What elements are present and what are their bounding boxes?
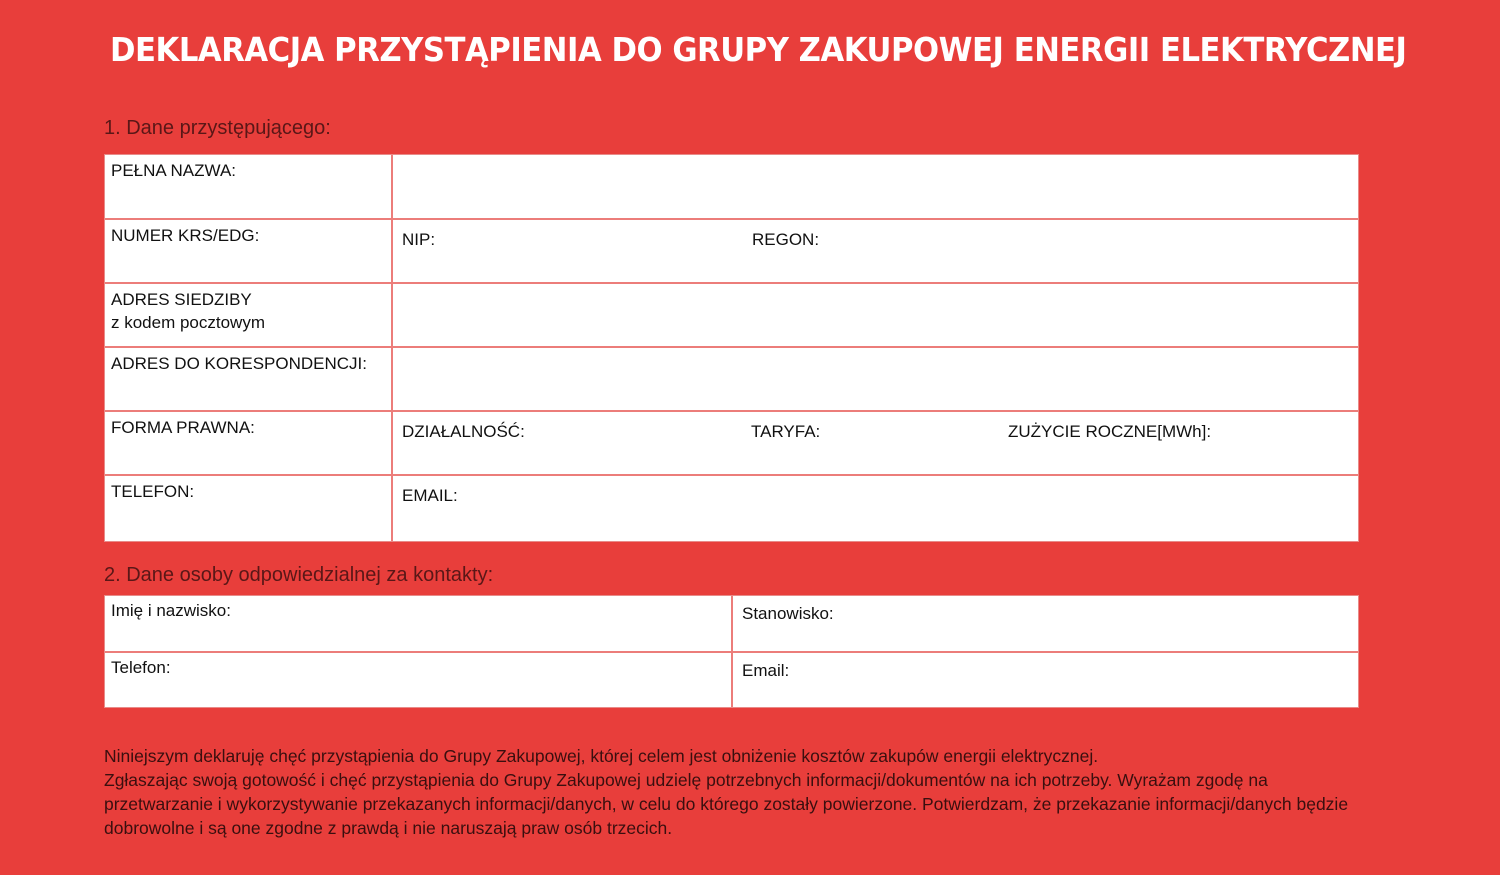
- contact-name-field[interactable]: [105, 624, 729, 651]
- contact-position-field[interactable]: [735, 596, 1358, 651]
- contact-position-label: Stanowisko:: [742, 604, 834, 623]
- divider: [391, 284, 393, 346]
- tariff-field[interactable]: [750, 412, 1005, 474]
- row-phone: [105, 476, 1358, 541]
- divider: [391, 348, 393, 410]
- declaration-text: [104, 744, 1374, 840]
- divider: [391, 220, 393, 282]
- regon-label: REGON:: [752, 230, 820, 249]
- row-full-name: [105, 155, 1358, 220]
- contact-person-form: [104, 595, 1359, 708]
- divider: [731, 653, 733, 707]
- divider: [391, 412, 393, 474]
- tariff-label: TARYFA:: [751, 422, 821, 441]
- declaration-line-2: Zgłaszając swoją gotowość i chęć przystąpienia do Grupy Zakupowej udzielę potrzebnych informacji/dokumentów na ich potrzeby. Wyrażam zgodę na przetwarzanie i wykorzystywanie przekazanych informacji/danych, w celu do którego zostały powierzone. Potwierdzam, że przekazanie informacji/danych będzie dobrowolne i są one zgodne z prawdą i nie naruszają praw osób trzecich.: [104, 770, 1349, 838]
- divider: [391, 476, 393, 541]
- regon-field[interactable]: [750, 220, 1358, 282]
- row-contact-phone: [105, 653, 1358, 707]
- row-correspondence: [105, 348, 1358, 412]
- annual-usage-field[interactable]: [1005, 412, 1358, 474]
- address-field[interactable]: [395, 284, 1358, 346]
- divider: [391, 155, 393, 218]
- address-label-line2: z kodem pocztowym: [111, 313, 265, 332]
- contact-phone-field[interactable]: [105, 681, 729, 707]
- correspondence-field[interactable]: [395, 348, 1358, 410]
- legal-form-label: FORMA PRAWNA:: [111, 418, 255, 437]
- activity-field[interactable]: [395, 412, 745, 474]
- row-legal-form: [105, 412, 1358, 476]
- nip-field[interactable]: [395, 220, 745, 282]
- section-1-heading: 1. Dane przystępującego:: [104, 117, 331, 139]
- phone-field[interactable]: [105, 504, 389, 541]
- page-title: DEKLARACJA PRZYSTĄPIENIA DO GRUPY ZAKUPOWEJ ENERGII ELEKTRYCZNEJ: [110, 30, 1407, 69]
- divider: [731, 596, 733, 651]
- contact-name-label: Imię i nazwisko:: [111, 601, 231, 620]
- email-field[interactable]: [395, 476, 1358, 541]
- krs-label: NUMER KRS/EDG:: [111, 226, 260, 245]
- row-contact-name: [105, 596, 1358, 653]
- applicant-form: [104, 154, 1359, 542]
- contact-email-field[interactable]: [735, 653, 1358, 707]
- activity-label: DZIAŁALNOŚĆ:: [402, 422, 525, 441]
- email-label: EMAIL:: [402, 486, 458, 505]
- correspondence-label: ADRES DO KORESPONDENCJI:: [111, 354, 367, 373]
- legal-form-field[interactable]: [105, 440, 389, 474]
- krs-field[interactable]: [105, 248, 389, 282]
- full-name-label: PEŁNA NAZWA:: [111, 161, 237, 180]
- address-label-line1: ADRES SIEDZIBY: [111, 290, 252, 309]
- contact-phone-label: Telefon:: [111, 658, 171, 677]
- phone-label: TELEFON:: [111, 482, 195, 501]
- contact-email-label: Email:: [742, 661, 790, 680]
- annual-usage-label: ZUŻYCIE ROCZNE[MWh]:: [1008, 422, 1212, 441]
- nip-label: NIP:: [402, 230, 436, 249]
- declaration-line-1: Niniejszym deklaruję chęć przystąpienia do Grupy Zakupowej, której celem jest obniżenie kosztów zakupów energii elektrycznej.: [104, 746, 1099, 766]
- section-2-heading: 2. Dane osoby odpowiedzialnej za kontakty:: [104, 564, 494, 586]
- full-name-field[interactable]: [395, 155, 1358, 218]
- row-krs: [105, 220, 1358, 284]
- row-address: [105, 284, 1358, 348]
